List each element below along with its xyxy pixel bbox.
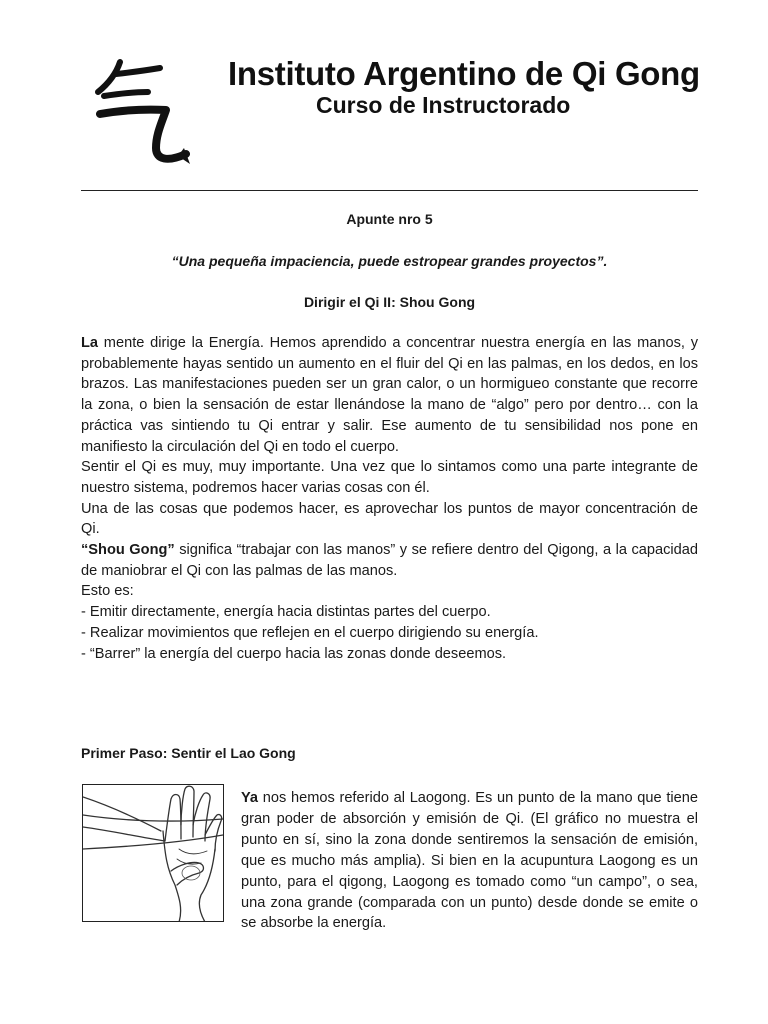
intro-text: mente dirige la Energía. Hemos aprendido a concentrar nuestra energía en las manos, y probablemente hayas sentido un aumento en el fluir del Qi en las palmas, en los dedos, en los brazos. Las manifestaciones pueden ser un gran calor, o un hormigueo constante que recorre la zona, o bien la sensación de estar llenándose la mano de “algo” pero por dentro… con la práctica vas sintiendo tu Qi entrar y salir. Ese aumento de tu sensibilidad nos pone en manifiesto la circulación del Qi en todo el cuerpo. xyxy=(81,335,698,455)
qi-character-icon xyxy=(86,52,196,172)
shou-gong-term: “Shou Gong” xyxy=(81,542,175,559)
shou-gong-paragraph xyxy=(81,540,698,581)
paragraph-3: Una de las cosas que podemos hacer, es aprovechar los puntos de mayor concentración de Qi. xyxy=(81,500,698,538)
list-item: - “Barrer” la energía del cuerpo hacia las zonas donde deseemos. xyxy=(81,645,507,662)
step-text: nos hemos referido al Laogong. Es un punto de la mano que tiene gran poder de absorción y emisión de Qi. (El gráfico no muestra el punto en sí, sino la zona donde sentiremos la sensación de emisión, que es mucho más amplia). Si bien en la acupuntura Laogong es un punto, para el qigong, Laogong es tomado como “un campo”, o sea, una zona grande (comparada con un punto) desde donde se emite o se absorbe la energía. xyxy=(241,790,698,932)
step-title: Primer Paso: Sentir el Lao Gong xyxy=(81,745,296,761)
technique-list xyxy=(81,602,698,664)
figure-spacer xyxy=(81,788,241,932)
epigraph-quote: “Una pequeña impaciencia, puede estropear grandes proyectos”. xyxy=(171,253,608,269)
body-text xyxy=(81,333,698,664)
intro-lead: La xyxy=(81,335,99,351)
intro-paragraph xyxy=(81,333,698,457)
institute-title: Instituto Argentino de Qi Gong xyxy=(228,55,700,92)
shou-gong-text: significa “trabajar con las manos” y se refiere dentro del Qigong, a la capacidad de maniobrar el Qi con las palmas de las manos. xyxy=(81,542,698,579)
course-subtitle: Curso de Instructorado xyxy=(316,92,571,118)
list-item: - Emitir directamente, energía hacia distintas partes del cuerpo. xyxy=(81,604,491,621)
step-paragraph xyxy=(81,788,698,934)
header-divider xyxy=(81,190,698,191)
section-title: Dirigir el Qi II: Shou Gong xyxy=(303,294,476,310)
step-lead: Ya xyxy=(241,790,259,806)
note-label: Apunte nro 5 xyxy=(346,211,433,227)
paragraph-2: Sentir el Qi es muy, muy importante. Una vez que lo sintamos como una parte integrante de nuestro sistema, podremos hacer varias cosas con él. xyxy=(81,459,698,496)
list-item: - Realizar movimientos que reflejen en el cuerpo dirigiendo su energía. xyxy=(81,624,539,641)
list-intro: Esto es: xyxy=(81,583,134,600)
